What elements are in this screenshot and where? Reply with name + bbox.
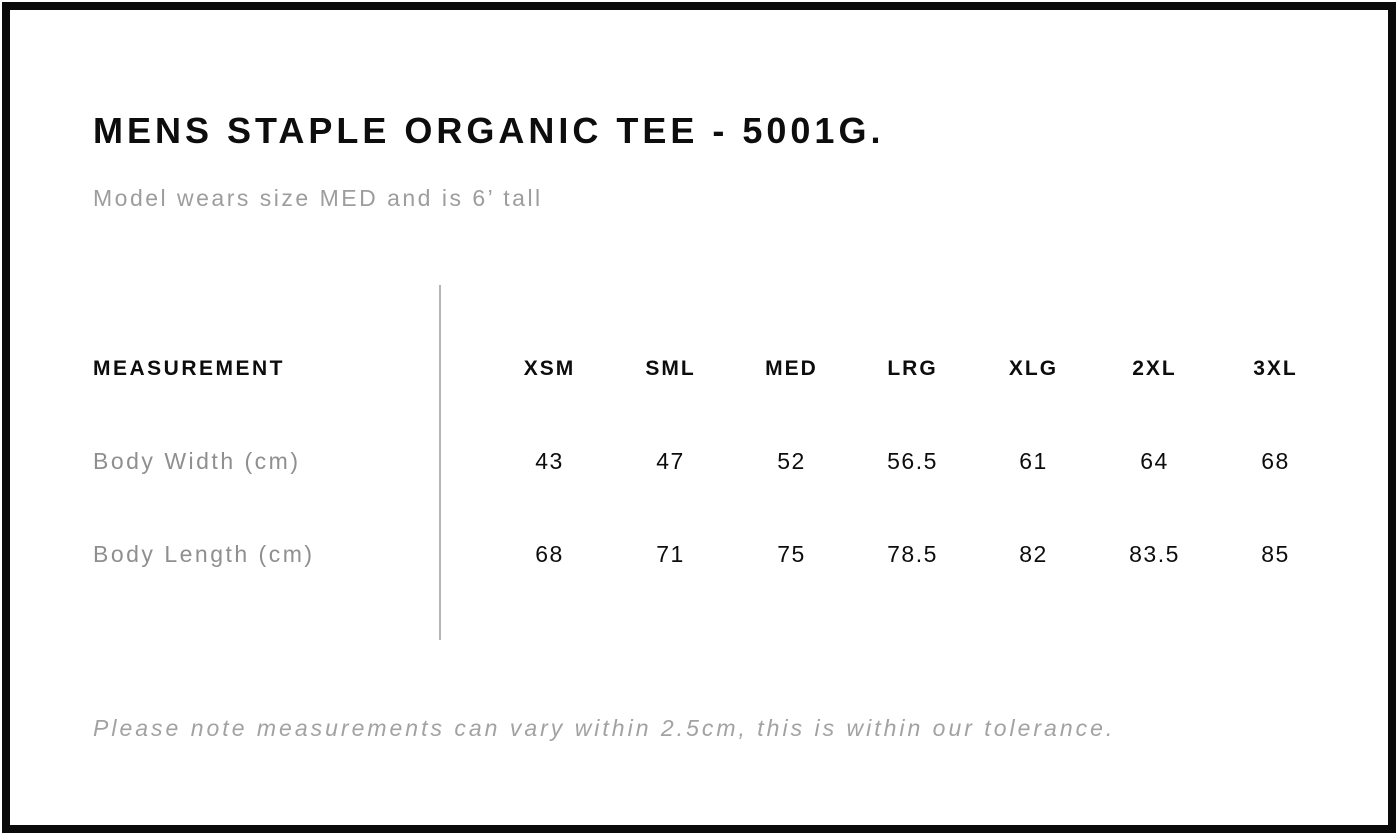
size-chart-table <box>93 322 1336 601</box>
table-row <box>93 508 1336 601</box>
measurement-value: 82 <box>1019 541 1048 567</box>
measurement-value: 71 <box>656 541 685 567</box>
measurement-label: Body Width (cm) <box>93 448 301 474</box>
size-column-header: XLG <box>1008 356 1059 380</box>
size-column-header: 3XL <box>1253 356 1298 380</box>
model-size-info: Model wears size MED and is 6’ tall <box>93 185 543 211</box>
measurement-value: 47 <box>656 448 685 474</box>
measurement-value: 43 <box>535 448 564 474</box>
table-header-row <box>93 322 1336 415</box>
page-title: MENS STAPLE ORGANIC TEE - 5001G. <box>93 110 885 151</box>
size-column-header: MED <box>765 356 818 380</box>
size-column-header: 2XL <box>1132 356 1177 380</box>
measurement-value: 64 <box>1140 448 1169 474</box>
measurement-value: 56.5 <box>887 448 938 474</box>
tolerance-note: Please note measurements can vary within 2.5cm, this is within our tolerance. <box>93 715 1116 741</box>
vertical-divider <box>439 285 441 640</box>
size-column-header: LRG <box>887 356 938 380</box>
measurement-value: 83.5 <box>1129 541 1180 567</box>
measurement-column-header: MEASUREMENT <box>93 356 286 380</box>
size-column-header: SML <box>645 356 696 380</box>
measurement-value: 61 <box>1019 448 1048 474</box>
measurement-label: Body Length (cm) <box>93 541 315 567</box>
measurement-value: 75 <box>777 541 806 567</box>
size-chart <box>93 322 1336 601</box>
size-column-header: XSM <box>523 356 576 380</box>
table-row <box>93 415 1336 508</box>
measurement-value: 68 <box>1261 448 1290 474</box>
measurement-value: 85 <box>1261 541 1290 567</box>
measurement-value: 68 <box>535 541 564 567</box>
measurement-value: 52 <box>777 448 806 474</box>
measurement-value: 78.5 <box>887 541 938 567</box>
